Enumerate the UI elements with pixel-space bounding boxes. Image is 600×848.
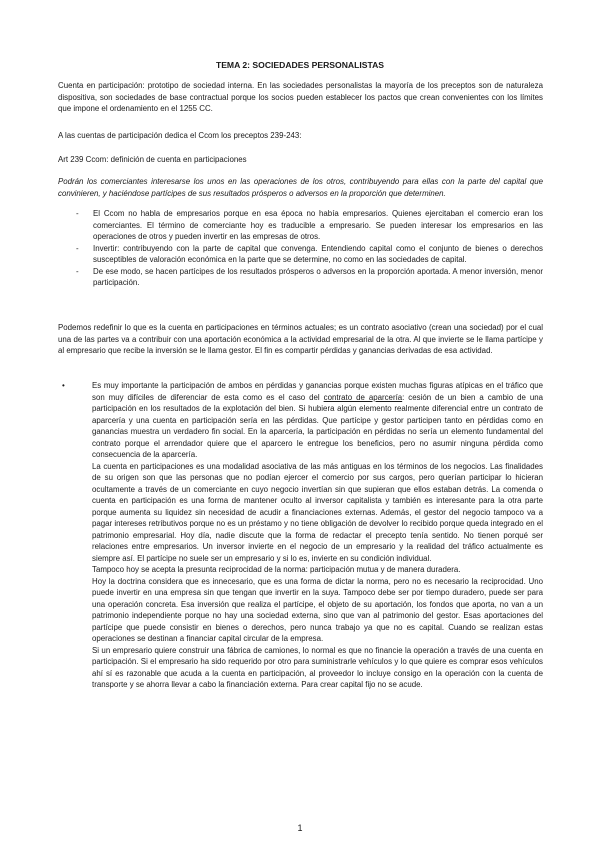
- bullet-block: [62, 380, 543, 691]
- bullet-paragraph: La cuenta en participaciones es una modalidad asociativa de las más antiguas en los términos de los negocios. Las finalidades de su origen son que las personas que no podían ejercer el comercio por sus cargos, pero querían participar lo hicieran ocultamente a través de un comerciante en cuyo negocio invertían sin que supieran que ellos estaban detrás. La comenda o cuenta en participación es una forma de mantener oculto al inversor capitalista y también es interesante para la otra parte porque aumenta su liquidez sin necesidad de acudir a financiaciones externas. Además, el gestor del negocio tampoco va a pagar intereses retributivos porque no es un préstamo y no tiene obligación de devolver lo recibido porque queda integrado en el patrimonio empresarial. Hoy día, nadie discute que la forma de redactar el precepto tenía sentido. No tienen porqué ser relaciones entre empresarios. Un inversor invierte en el negocio de un empresario y la realidad del tráfico actualmente es siempre así. El partícipe no suele ser un empresario y si lo es, invierte en su condición individual.: [92, 461, 543, 563]
- dash-list: [76, 208, 543, 289]
- bullet-icon: •: [62, 381, 65, 390]
- page-number: 1: [297, 823, 303, 833]
- bullet-text: : cesión de un bien a cambio de una participación en los resultados de la explotación del bien. Si hubiera algún elemento realmente diferencial entre un contrato de aparcería y una cuenta en participación sería en las pérdidas. Que partícipe y gestor participen tanto en pérdidas como en ganancias muestra un verdadero fin social. En la aparcería, la participación en pérdidas no sería un elemento fundamental del contrato porque el arrendador quiere que el aparcero le entregue los beneficios, pero no asumir ninguna pérdida como consecuencia de la aparcería.: [92, 392, 543, 459]
- dash-list-item: - El Ccom no habla de empresarios porque en esa época no había empresarios. Quienes ejercitaban el comercio eran los comerciantes. El término de comerciante hoy es traducible a empresario. Se pueden interesar los empresarios en las operaciones de otros y pueden invertir en las empresas de otros.: [76, 208, 543, 243]
- bullet-paragraph: Tampoco hoy se acepta la presunta reciprocidad de la norma: participación mutua y de manera duradera.: [92, 565, 461, 574]
- ccom-paragraph: A las cuentas de participación dedica el Ccom los preceptos 239-243:: [58, 131, 302, 140]
- intro-paragraph: Cuenta en participación: prototipo de sociedad interna. En las sociedades personalistas la mayoría de los preceptos son de naturaleza dispositiva, son sociedades de base contractual porque los socios pueden establecer los pactos que crean convenientes con los límites que impone el ordenamiento en el 1255 CC.: [58, 81, 543, 113]
- aparceria-term: contrato de aparcería: [323, 392, 403, 402]
- bullet-text: Es muy importante la participación de ambos en pérdidas y ganancias porque existen muchas figuras atípicas en el tráfico que son muy difíciles de diferenciar de esta como es el caso del: [92, 381, 543, 402]
- bullet-paragraph: Si un empresario quiere construir una fábrica de camiones, lo normal es que no financie la operación a través de una cuenta en participación. Si el empresario ha sido requerido por otro para suministrarle vehículos y lo que quiere es comprar esos vehículos ahí sí es razonable que acuda a la cuenta en participación, al proveedor lo incluye consigo en la operación con la cuenta de transporte y se ahorra llevar a cabo la financiación externa. Para crear capital fijo no se acude.: [92, 645, 543, 689]
- document-title: TEMA 2: SOCIEDADES PERSONALISTAS: [215, 60, 385, 70]
- dash-list-item: - De ese modo, se hacen partícipes de los resultados prósperos o adversos en la proporción aportada. A menor inversión, menor participación.: [76, 266, 543, 289]
- article-quote: Podrán los comerciantes interesarse los unos en las operaciones de los otros, contribuyendo para ellas con la parte del capital que convinieren, y haciéndose partícipes de sus resultados prósperos o adversos en la proporción que determinen.: [58, 177, 543, 198]
- article-heading: Art 239 Ccom: definición de cuenta en participaciones: [58, 155, 247, 164]
- bullet-paragraph: [92, 380, 543, 461]
- bullet-paragraph: Hoy la doctrina considera que es innecesario, que es una forma de dictar la norma, pero no es necesario la reciprocidad. Uno puede invertir en una empresa sin que tengan que invertir en la suya. Tampoco debe ser por tiempo duradero, puede ser para una operación concreta. Esa inversión que realiza el partícipe, el objeto de su aportación, los fondos que aporta, no van a un patrimonio independiente porque no hay una sociedad externa, sino que van al patrimonio del gestor. Esas aportaciones del partícipe que puede consistir en bienes o derechos, pero nunca trabajo ya que no es capital. Cuando se realizan estas operaciones se destinan a financiar capital circular de la empresa.: [92, 576, 543, 643]
- redefine-paragraph: Podemos redefinir lo que es la cuenta en participaciones en términos actuales; es un contrato asociativo (crean una sociedad) por el cual una de las partes va a contribuir con una aportación económica a la actividad empresarial de la otra. Al que invierte se le llama partícipe y al empresario que recibe la inversión se le llama gestor. El fin es compartir pérdidas y ganancias derivadas de esa actividad.: [58, 323, 543, 355]
- dash-list-item: - Invertir: contribuyendo con la parte de capital que convenga. Entendiendo capital como el conjunto de bienes o derechos susceptibles de valoración económica en la parte que se determine, no como en las sociedades de capital.: [76, 243, 543, 266]
